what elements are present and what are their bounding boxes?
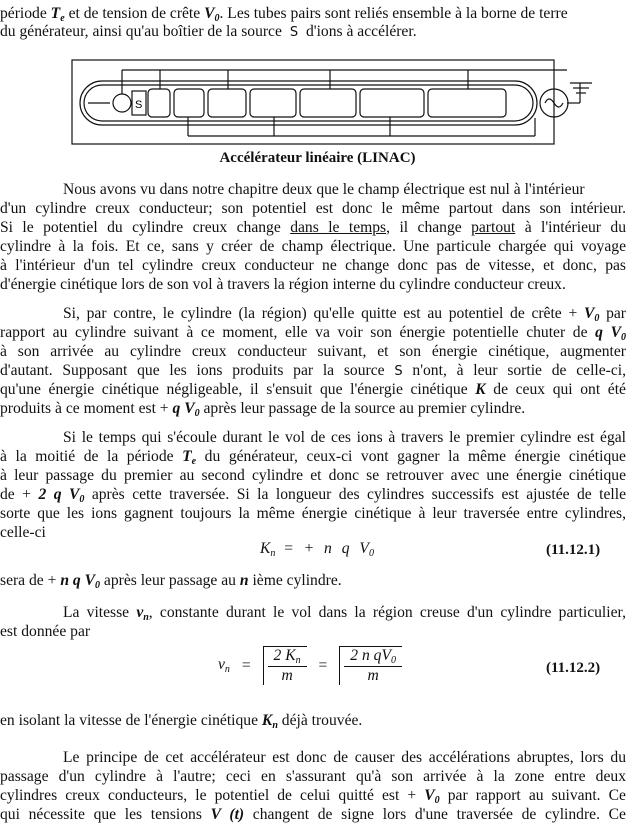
cylinder — [428, 89, 506, 117]
text-line: en isolant la vitesse de l'énergie cinétique $K_n$ déjà trouvée. — [0, 712, 363, 731]
symbol-V0: $V_0$ — [204, 5, 220, 24]
text-line: sera de + n q $V_0$ après leur passage au n ième cylindre. — [0, 572, 342, 591]
cylinder — [148, 89, 170, 117]
text-line: période $T_e$ et de tension de crête $V_0$. Les tubes pairs sont reliés ensemble à la borne de terre — [0, 5, 568, 24]
text-line: de + 2 q $V_0$ après cette traversée. Si la longueur des cylindres successifs est ajustée de telle — [0, 486, 627, 505]
text-line: Le principe de cet accélérateur est donc de causer des accélérations abruptes, lors du — [63, 749, 626, 766]
text-line: Nous avons vu dans notre chapitre deux que le champ électrique est nul à l'intérieur — [63, 181, 585, 198]
text-line: du générateur, ainsi qu'au boîtier de la source S d'ions à accélérer. — [0, 23, 417, 40]
text-line: passage d'un cylindre à l'autre; ceci en s'assurant qu'à son arrivée à la zone entre deux — [0, 768, 626, 785]
diagram-frame — [72, 60, 554, 144]
text-line: cylindre à la fois. Et ce, sans y créer de champ électrique. Une particule chargée qui voyage — [0, 238, 626, 255]
cylinder — [174, 89, 204, 117]
diagram-source-label: S — [135, 99, 143, 111]
text-line: est donnée par — [0, 623, 91, 640]
cylinder — [360, 89, 424, 117]
linac-diagram — [70, 58, 625, 148]
symbol-Te: $T_e$ — [50, 5, 65, 24]
text-line: d'un cylindre creux conducteur; son potentiel est donc le même partout dans son intérieur. — [0, 200, 626, 217]
equation-2: $v_n$ = $\frac{2 K_n}{m}$ = $\frac{2 n qV_0}{m}$ — [218, 646, 402, 685]
vacuum-tube-inner — [84, 85, 533, 121]
text-line: d'autant. Supposant que les ions produits par la source S n'ont, à leur sortie de celle-ci, — [0, 362, 626, 379]
text-line: produits à ce moment est + q $V_0$ après leur passage de la source au premier cylindre. — [0, 400, 526, 419]
text-line: à leur passage du premier au second cylindre et donc se retrouver avec une énergie cinétique — [0, 467, 626, 484]
text-line: à l'intérieur d'un tel cylindre creux conducteur ne change donc pas de vitesse, et donc, pas — [0, 257, 626, 274]
text-line: d'énergie cinétique lors de son vol à travers la région interne du cylindre conducteur creux. — [0, 276, 566, 293]
text-line: celle-ci — [0, 524, 46, 541]
text-line: rapport au cylindre suivant à ce moment, elle va voir son énergie potentielle chuter de q $V_0$ — [0, 324, 626, 343]
source-circle — [113, 94, 131, 112]
text-line: La vitesse $v_n$, constante durant le vol dans la région creuse d'un cylindre particulier, — [63, 604, 626, 623]
text-line: à son arrivée au cylindre creux conducteur suivant, et son énergie cinétique, augmenter — [0, 343, 626, 360]
text-line: qui nécessite que les tensions V (t) changent de signe lors d'une traversée de cylindre. Ce — [0, 806, 626, 823]
cylinder — [250, 89, 296, 117]
cylinder — [208, 89, 246, 117]
text-line: cylindres creux conducteurs, le potentiel de celui quitté est + $V_0$ par rapport au suivant. Ce — [0, 787, 626, 806]
text-line: Si le potentiel du cylindre creux change dans le temps, il change partout à l'intérieur du — [0, 219, 626, 236]
figure-caption: Accélérateur linéaire (LINAC) — [219, 150, 416, 166]
text-line: à la moitié de la période $T_e$ du générateur, ceux-ci vont gagner la même énergie cinétique — [0, 448, 626, 467]
text-line: qu'une énergie cinétique négligeable, il s'ensuit que l'énergie cinétique K de ceux qui ont été — [0, 381, 626, 398]
equation-number: (11.12.2) — [546, 660, 601, 676]
text-line: Si, par contre, le cylindre (la région) qu'elle quitte est au potentiel de crête + $V_0$ par — [63, 305, 627, 324]
text-line: Si le temps qui s'écoule durant le vol de ces ions à travers le premier cylindre est égal — [63, 429, 626, 446]
double-struck-S: S — [289, 25, 299, 40]
text-line: sorte que les ions gagnent toujours la même énergie cinétique à leur traversée entre cylindres, — [0, 505, 626, 522]
equation-number: (11.12.1) — [546, 542, 601, 558]
equation-1: $K_n$ = + n q $V_0$ — [260, 540, 374, 559]
cylinder — [300, 89, 356, 117]
